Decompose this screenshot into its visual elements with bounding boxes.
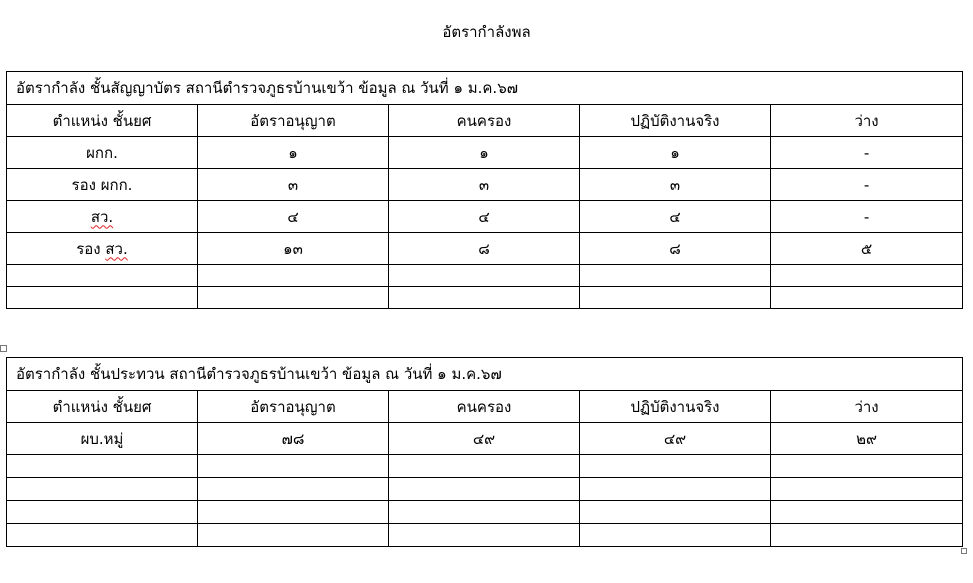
- table-cell[interactable]: ๑: [198, 137, 389, 169]
- empty-cell[interactable]: [771, 265, 963, 287]
- table-header-row: [7, 105, 963, 137]
- table-cell[interactable]: ๔๙: [389, 423, 580, 455]
- empty-cell[interactable]: [580, 478, 771, 501]
- empty-cell[interactable]: [389, 455, 580, 478]
- table-cell[interactable]: ๓: [580, 169, 771, 201]
- table-row: [7, 137, 963, 169]
- empty-table-row: [7, 265, 963, 287]
- column-header-authorized[interactable]: อัตราอนุญาต: [198, 105, 389, 137]
- empty-cell[interactable]: [771, 287, 963, 309]
- table-row: [7, 201, 963, 233]
- empty-table-row: [7, 455, 963, 478]
- empty-cell[interactable]: [389, 501, 580, 524]
- empty-cell[interactable]: [198, 478, 389, 501]
- table-cell[interactable]: ๔: [580, 201, 771, 233]
- empty-cell[interactable]: [771, 501, 963, 524]
- table-cell[interactable]: ๔: [198, 201, 389, 233]
- empty-table-row: [7, 287, 963, 309]
- empty-cell[interactable]: [580, 265, 771, 287]
- spellcheck-marked-text: สว.: [105, 239, 128, 258]
- spellcheck-marked-text: สว.: [90, 207, 114, 226]
- table-cell[interactable]: [7, 233, 198, 265]
- nco-staffing-table: [6, 357, 963, 547]
- column-header-vacant[interactable]: ว่าง: [771, 105, 963, 137]
- table-cell[interactable]: ๔๙: [580, 423, 771, 455]
- column-header-position[interactable]: ตำแหน่ง ชั้นยศ: [7, 105, 198, 137]
- table-cell[interactable]: ๑: [580, 137, 771, 169]
- empty-cell[interactable]: [7, 455, 198, 478]
- table-cell[interactable]: ๕: [771, 233, 963, 265]
- column-header-active[interactable]: ปฏิบัติงานจริง: [580, 105, 771, 137]
- table-cell[interactable]: ผกก.: [7, 137, 198, 169]
- table-cell[interactable]: [7, 201, 198, 233]
- table-cell[interactable]: ๘: [389, 233, 580, 265]
- empty-cell[interactable]: [198, 524, 389, 547]
- column-header-position[interactable]: ตำแหน่ง ชั้นยศ: [7, 391, 198, 423]
- table-move-handle-icon[interactable]: [0, 345, 7, 352]
- column-header-vacant[interactable]: ว่าง: [771, 391, 963, 423]
- empty-cell[interactable]: [7, 287, 198, 309]
- empty-cell[interactable]: [580, 524, 771, 547]
- column-header-occupied[interactable]: คนครอง: [389, 105, 580, 137]
- table-caption-row: [7, 72, 963, 105]
- table-cell[interactable]: -: [771, 201, 963, 233]
- empty-cell[interactable]: [580, 287, 771, 309]
- empty-cell[interactable]: [389, 265, 580, 287]
- column-header-occupied[interactable]: คนครอง: [389, 391, 580, 423]
- position-label-prefix: รอง: [76, 239, 106, 258]
- table-cell[interactable]: ๗๘: [198, 423, 389, 455]
- table-cell[interactable]: ๘: [580, 233, 771, 265]
- empty-cell[interactable]: [198, 455, 389, 478]
- empty-cell[interactable]: [198, 265, 389, 287]
- table-cell[interactable]: ๑๓: [198, 233, 389, 265]
- table-cell[interactable]: ๓: [198, 169, 389, 201]
- table-row: [7, 169, 963, 201]
- page-title: อัตรากำลังพล: [442, 23, 531, 41]
- table-cell[interactable]: ๒๙: [771, 423, 963, 455]
- empty-cell[interactable]: [580, 501, 771, 524]
- empty-cell[interactable]: [771, 524, 963, 547]
- empty-cell[interactable]: [389, 524, 580, 547]
- table-resize-handle-icon[interactable]: [961, 548, 967, 554]
- empty-table-row: [7, 478, 963, 501]
- empty-cell[interactable]: [7, 478, 198, 501]
- empty-cell[interactable]: [771, 455, 963, 478]
- table-caption[interactable]: อัตรากำลัง ชั้นสัญญาบัตร สถานีตำรวจภูธรบ้านเขว้า ข้อมูล ณ วันที่ ๑ ม.ค.๖๗: [7, 72, 963, 105]
- table-cell[interactable]: ๑: [389, 137, 580, 169]
- column-header-authorized[interactable]: อัตราอนุญาต: [198, 391, 389, 423]
- empty-cell[interactable]: [771, 478, 963, 501]
- table-cell[interactable]: ๓: [389, 169, 580, 201]
- table-header-row: [7, 391, 963, 423]
- empty-cell[interactable]: [389, 478, 580, 501]
- table-cell[interactable]: รอง ผกก.: [7, 169, 198, 201]
- table-cell[interactable]: -: [771, 137, 963, 169]
- empty-cell[interactable]: [7, 501, 198, 524]
- empty-cell[interactable]: [7, 265, 198, 287]
- table-caption[interactable]: อัตรากำลัง ชั้นประทวน สถานีตำรวจภูธรบ้านเขว้า ข้อมูล ณ วันที่ ๑ ม.ค.๖๗: [7, 358, 963, 391]
- table-cell[interactable]: ๔: [389, 201, 580, 233]
- table-row: [7, 233, 963, 265]
- table-cell[interactable]: ผบ.หมู่: [7, 423, 198, 455]
- table-caption-row: [7, 358, 963, 391]
- column-header-active[interactable]: ปฏิบัติงานจริง: [580, 391, 771, 423]
- empty-cell[interactable]: [198, 287, 389, 309]
- empty-cell[interactable]: [580, 455, 771, 478]
- empty-table-row: [7, 524, 963, 547]
- empty-cell[interactable]: [389, 287, 580, 309]
- empty-table-row: [7, 501, 963, 524]
- empty-cell[interactable]: [7, 524, 198, 547]
- empty-cell[interactable]: [198, 501, 389, 524]
- table-row: [7, 423, 963, 455]
- officer-staffing-table: [6, 71, 963, 309]
- table-cell[interactable]: -: [771, 169, 963, 201]
